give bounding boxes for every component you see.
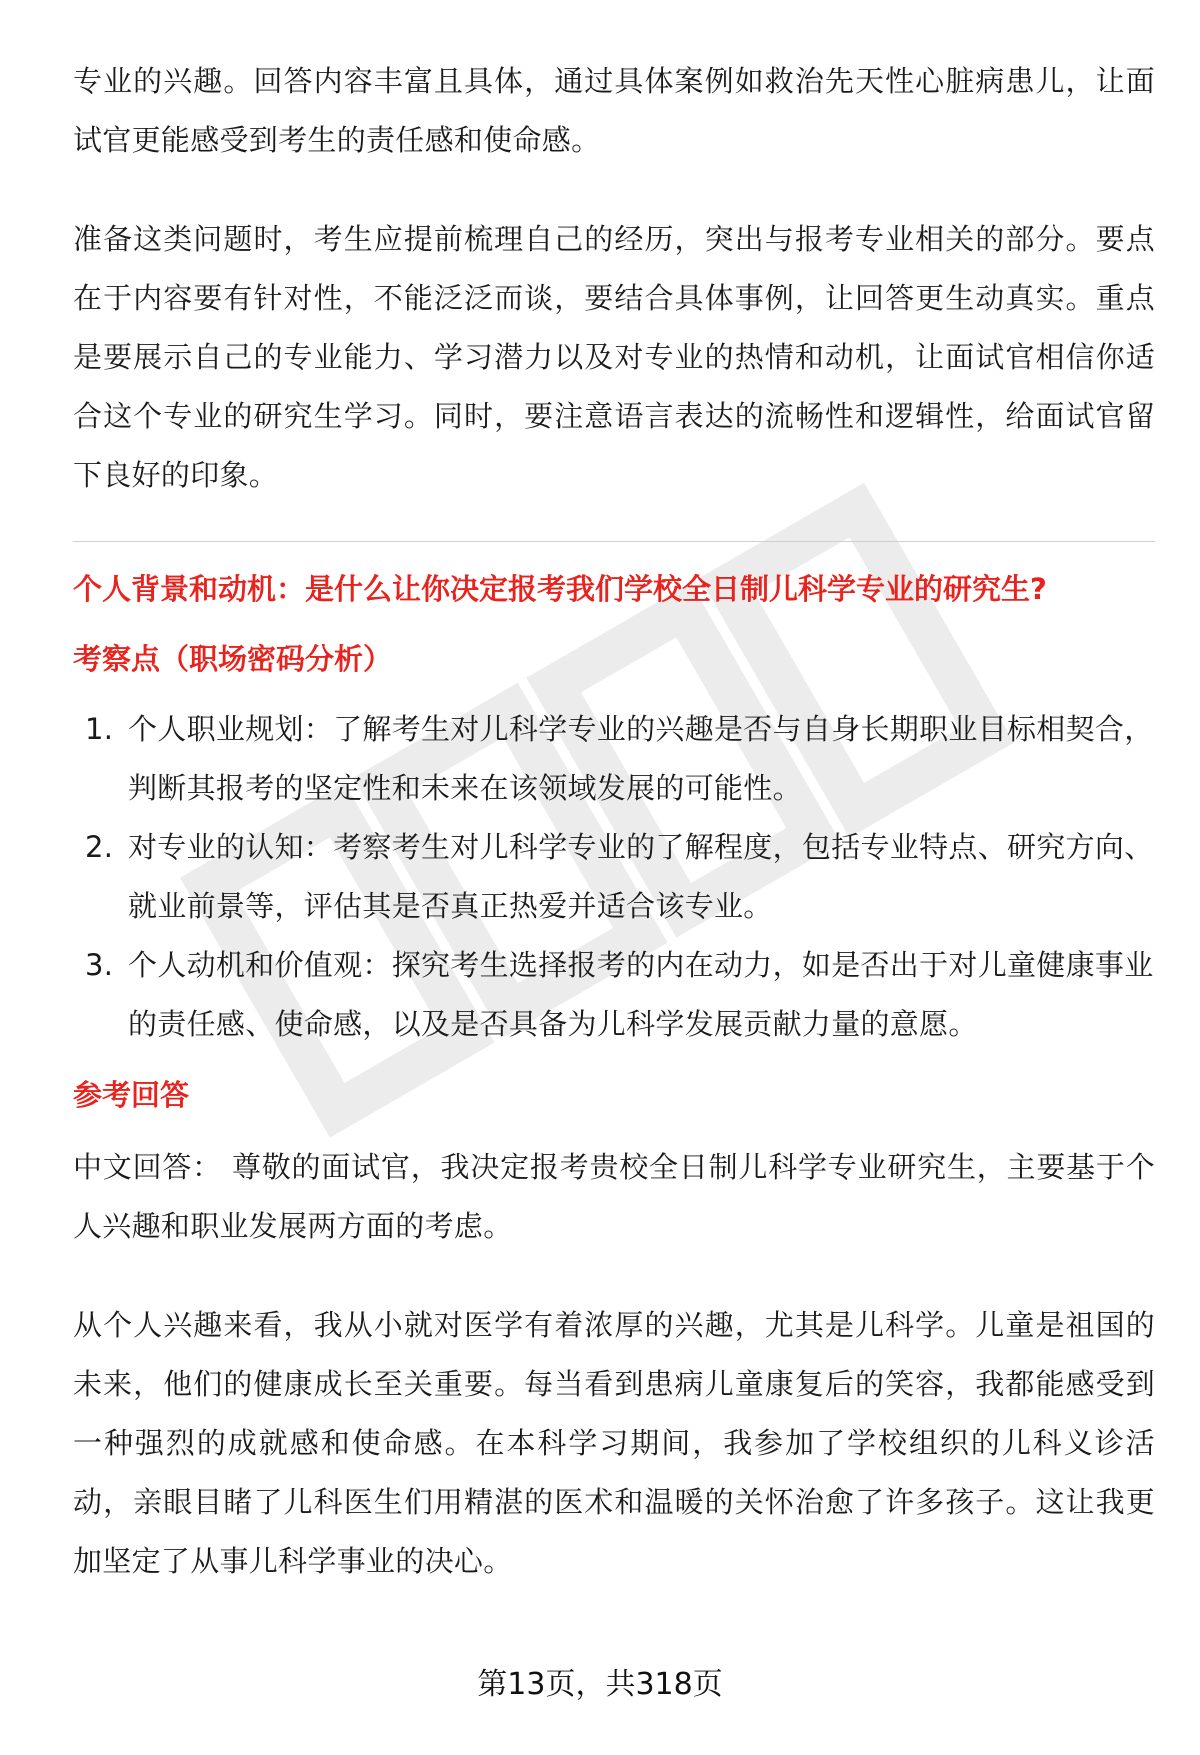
list-item	[73, 936, 1155, 1054]
section-divider	[73, 541, 1155, 542]
list-item-text: 个人动机和价值观：探究考生选择报考的内在动力，如是否出于对儿童健康事业的责任感、使命感，以及是否具备为儿科学发展贡献力量的意愿。	[128, 948, 1154, 1041]
list-item-text: 对专业的认知：考察考生对儿科学专业的了解程度，包括专业特点、研究方向、就业前景等，评估其是否真正热爱并适合该专业。	[128, 830, 1154, 923]
list-item	[73, 818, 1155, 936]
list-item	[73, 700, 1155, 818]
points-heading: 考察点（职场密码分析）	[73, 642, 393, 676]
paragraph: 专业的兴趣。回答内容丰富且具体，通过具体案例如救治先天性心脏病患儿，让面试官更能感受到考生的责任感和使命感。	[73, 64, 1155, 157]
paragraph: 中文回答： 尊敬的面试官，我决定报考贵校全日制儿科学专业研究生，主要基于个人兴趣和职业发展两方面的考虑。	[73, 1150, 1155, 1243]
paragraph: 准备这类问题时，考生应提前梳理自己的经历，突出与报考专业相关的部分。要点在于内容要有针对性，不能泛泛而谈，要结合具体事例，让回答更生动真实。重点是要展示自己的专业能力、学习潜力以及对专业的热情和动机，让面试官相信你适合这个专业的研究生学习。同时，要注意语言表达的流畅性和逻辑性，给面试官留下良好的印象。	[73, 222, 1155, 492]
answer-heading: 参考回答	[73, 1078, 190, 1112]
page-footer: 第13页，共318页	[477, 1667, 723, 1702]
list-number: 2.	[85, 830, 114, 864]
list-number: 3.	[85, 948, 114, 982]
list-number: 1.	[85, 712, 114, 746]
paragraph: 从个人兴趣来看，我从小就对医学有着浓厚的兴趣，尤其是儿科学。儿童是祖国的未来，他们的健康成长至关重要。每当看到患病儿童康复后的笑容，我都能感受到一种强烈的成就感和使命感。在本科学习期间，我参加了学校组织的儿科义诊活动，亲眼目睹了儿科医生们用精湛的医术和温暖的关怀治愈了许多孩子。这让我更加坚定了从事儿科学事业的决心。	[73, 1308, 1155, 1578]
points-list	[73, 700, 1155, 1054]
question-heading: 个人背景和动机：是什么让你决定报考我们学校全日制儿科学专业的研究生?	[73, 572, 1047, 606]
list-item-text: 个人职业规划：了解考生对儿科学专业的兴趣是否与自身长期职业目标相契合，判断其报考的坚定性和未来在该领域发展的可能性。	[128, 712, 1154, 805]
document-page	[73, 52, 1155, 1631]
